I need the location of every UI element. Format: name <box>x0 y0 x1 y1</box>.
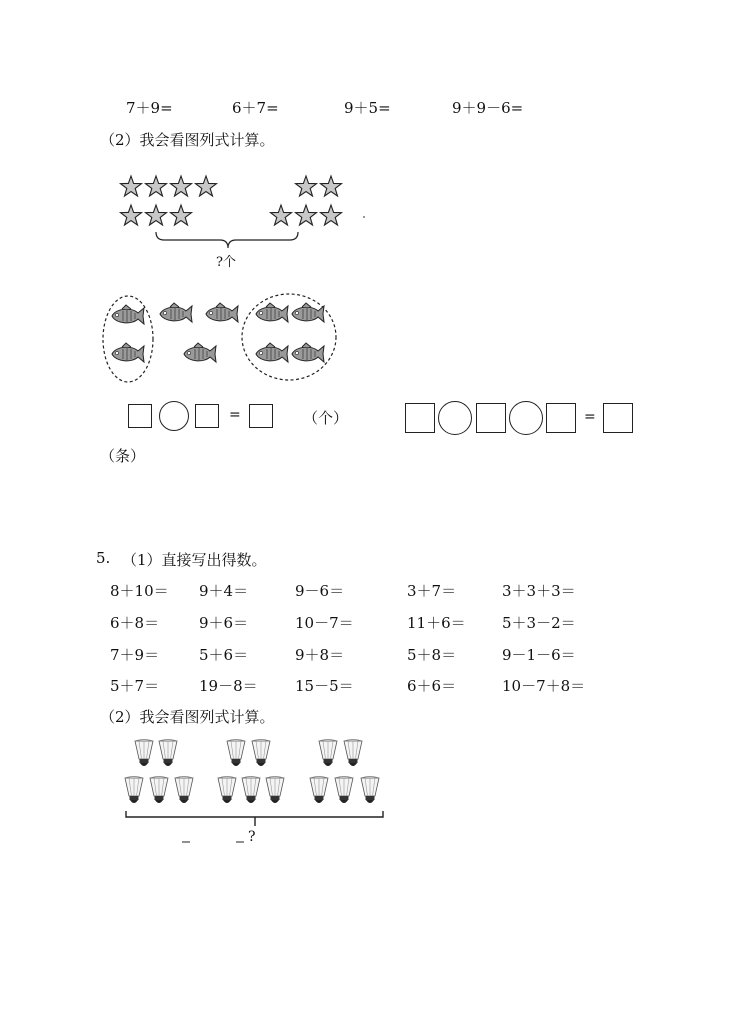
top-problem-4: 9＋9－6= <box>452 99 524 117</box>
shuttlecock-icon <box>361 777 379 804</box>
shuttlecock-icon <box>218 777 236 804</box>
problem: 10－7＋8＝ <box>502 677 586 695</box>
problem: 5＋8＝ <box>407 646 457 664</box>
shuttlecock-icon <box>266 777 284 804</box>
top-problem-2: 6＋7= <box>232 99 279 117</box>
problem: 9－6＝ <box>295 582 345 600</box>
shuttlecock-icon <box>150 777 168 804</box>
top-problem-1: 7＋9= <box>126 99 173 117</box>
equal-sign: = <box>229 407 241 423</box>
problem: 5＋3－2＝ <box>502 614 576 632</box>
shuttlecock-icon <box>227 740 245 767</box>
problem: 3＋7＝ <box>407 582 457 600</box>
problem: 5＋6＝ <box>199 646 249 664</box>
shuttlecock-icon <box>135 740 153 767</box>
problem: 11＋6＝ <box>407 614 466 632</box>
shuttlecock-icon <box>319 740 337 767</box>
shuttle-question-label: ? <box>248 829 256 845</box>
problem: 8＋10＝ <box>110 582 169 600</box>
shuttlecock-icon <box>310 777 328 804</box>
problem: 19－8＝ <box>199 677 258 695</box>
problem: 9－1－6＝ <box>502 646 576 664</box>
problem: 9＋8＝ <box>295 646 345 664</box>
question-number: 5. <box>96 549 111 567</box>
shuttlecock-icon <box>335 777 353 804</box>
shuttlecock-icon <box>242 777 260 804</box>
problem: 6＋6＝ <box>407 677 457 695</box>
problem: 6＋8＝ <box>110 614 160 632</box>
question-heading: （1）直接写出得数。 <box>122 551 267 569</box>
shuttlecock-icon <box>252 740 270 767</box>
fish-unit-label: （条） <box>100 447 146 465</box>
shuttlecock-icon <box>159 740 177 767</box>
section-heading-2: （2）我会看图列式计算。 <box>100 708 275 726</box>
equal-sign: = <box>584 409 596 425</box>
problem: 15－5＝ <box>295 677 354 695</box>
shuttlecock-icon <box>175 777 193 804</box>
stars-question-label: ?个 <box>216 255 236 270</box>
problem: 10－7＝ <box>295 614 354 632</box>
problem: 5＋7＝ <box>110 677 160 695</box>
shuttlecock-icon <box>125 777 143 804</box>
problem: 7＋9＝ <box>110 646 160 664</box>
problem: 3＋3＋3＝ <box>502 582 576 600</box>
problem: 9＋6＝ <box>199 614 249 632</box>
top-problem-3: 9＋5= <box>344 99 391 117</box>
shuttlecock-icon <box>344 740 362 767</box>
problem: 9＋4＝ <box>199 582 249 600</box>
stars-unit-label: （个） <box>303 409 349 427</box>
section-heading-1: （2）我会看图列式计算。 <box>100 131 275 149</box>
shuttle-bracket <box>126 811 383 826</box>
